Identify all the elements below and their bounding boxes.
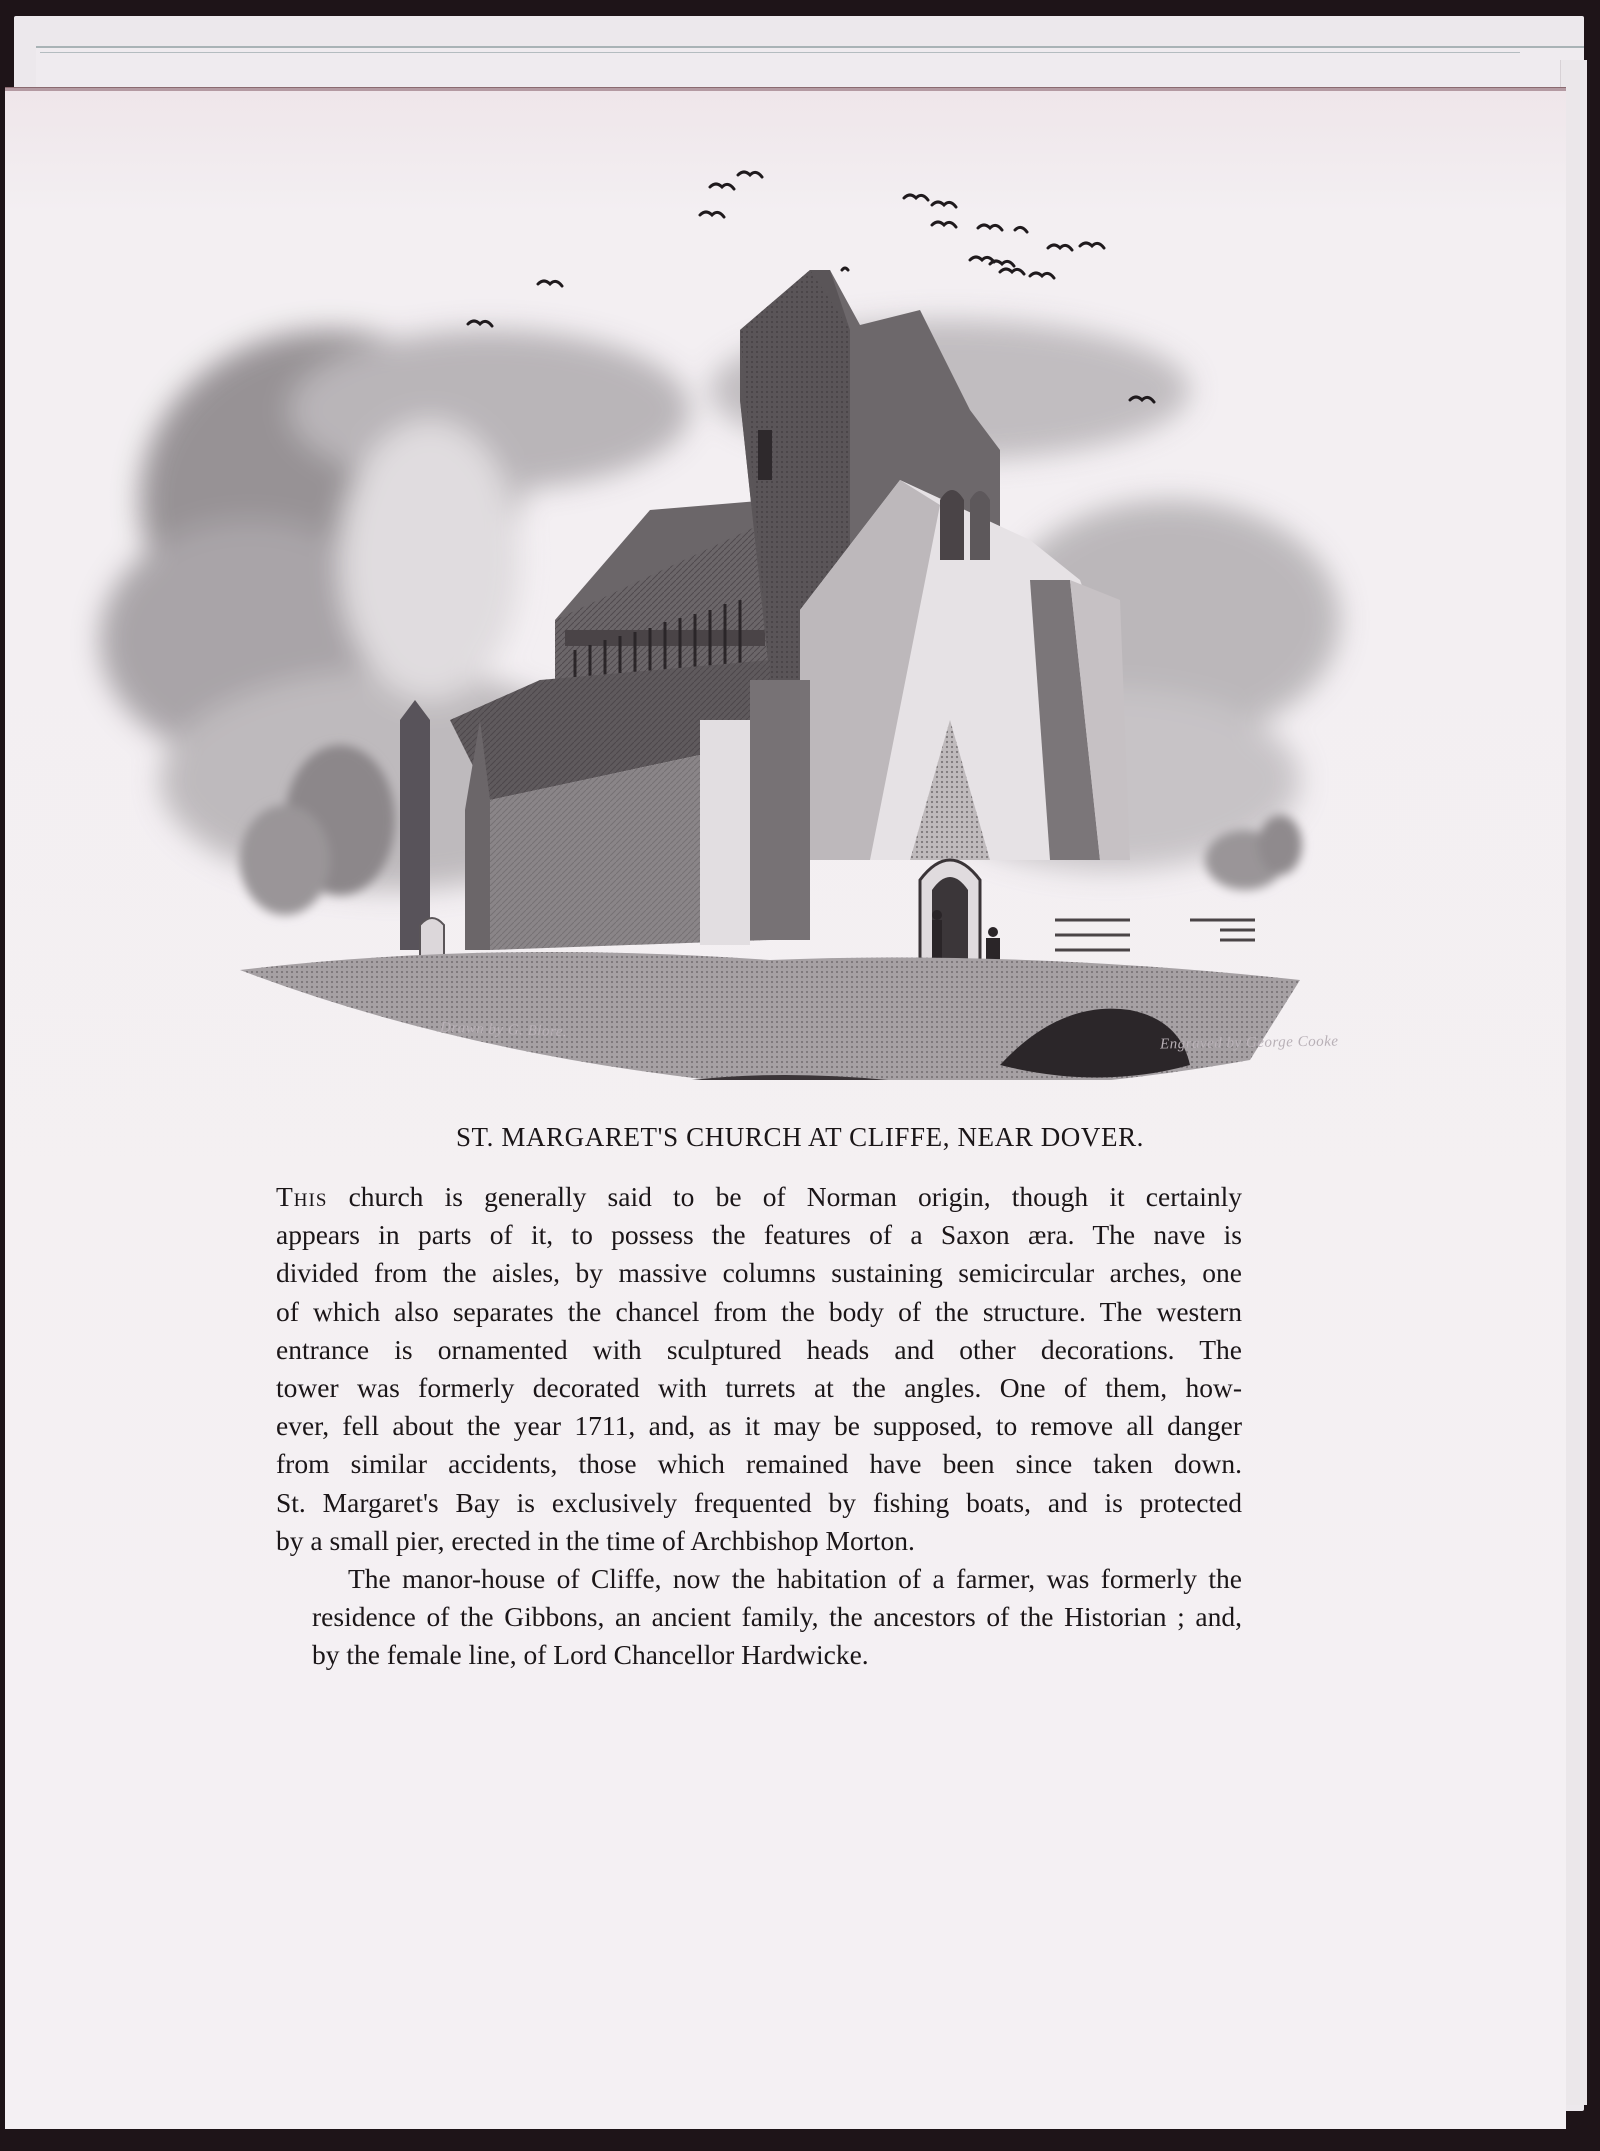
text-line: of which also separates the chancel from the body of the structure. The western: [276, 1295, 1242, 1327]
engraver-credit: Engraved by George Cooke: [1159, 1033, 1339, 1053]
paragraph-2: [276, 1560, 1242, 1675]
text-line: appears in parts of it, to possess the features of a Saxon æra. The nave is: [276, 1219, 1242, 1251]
text-line: tower was formerly decorated with turrets at the angles. One of them, how-: [276, 1372, 1242, 1404]
dropcap-word: This: [276, 1181, 328, 1212]
paragraph-1: This church is generally said to be of Norman origin, though it certainly appears in parts of it, to possess the features of a Saxon æra. The nave is divided from the aisles, by massive columns sustaining semicircular arches, one of which also separates the chancel from the body of the structure. The western entrance is ornamented with sculptured heads and other decorations. The tower was formerly decorated with turrets at the angles. One of them, how- ever, fell about the year 1711, and, as it may be supposed, to remove all danger from similar accidents, those which remained have been since taken down. St. Margaret's Bay is exclusively frequented by fishing boats, and is protected by a small pier, erected in the time of Archbishop Morton.: [276, 1178, 1242, 1560]
church-engraving: [70, 160, 1390, 1080]
text-line: by the female line, of Lord Chancellor Hardwicke.: [312, 1639, 869, 1671]
artist-credit: Drawn by G. Blore.: [439, 1019, 568, 1041]
text-line: entrance is ornamented with sculptured heads and other decorations. The: [276, 1333, 1242, 1365]
page-title: ST. MARGARET'S CHURCH AT CLIFFE, NEAR DOVER.: [455, 1122, 1145, 1152]
text-line: ever, fell about the year 1711, and, as it may be supposed, to remove all danger: [276, 1410, 1242, 1442]
text-line: The manor-house of Cliffe, now the habitation of a farmer, was formerly the: [348, 1563, 1242, 1595]
text-line: residence of the Gibbons, an ancient family, the ancestors of the Historian ; and,: [312, 1601, 1242, 1633]
text-line: by a small pier, erected in the time of Archbishop Morton.: [276, 1524, 915, 1556]
text-line: divided from the aisles, by massive columns sustaining semicircular arches, one: [276, 1257, 1242, 1289]
body-text: [276, 1178, 1242, 1675]
text-line: St. Margaret's Bay is exclusively frequented by fishing boats, and is protected: [276, 1486, 1242, 1518]
text-line: from similar accidents, those which remained have been since taken down.: [276, 1448, 1242, 1480]
sheet-edge-line: [40, 52, 1520, 53]
